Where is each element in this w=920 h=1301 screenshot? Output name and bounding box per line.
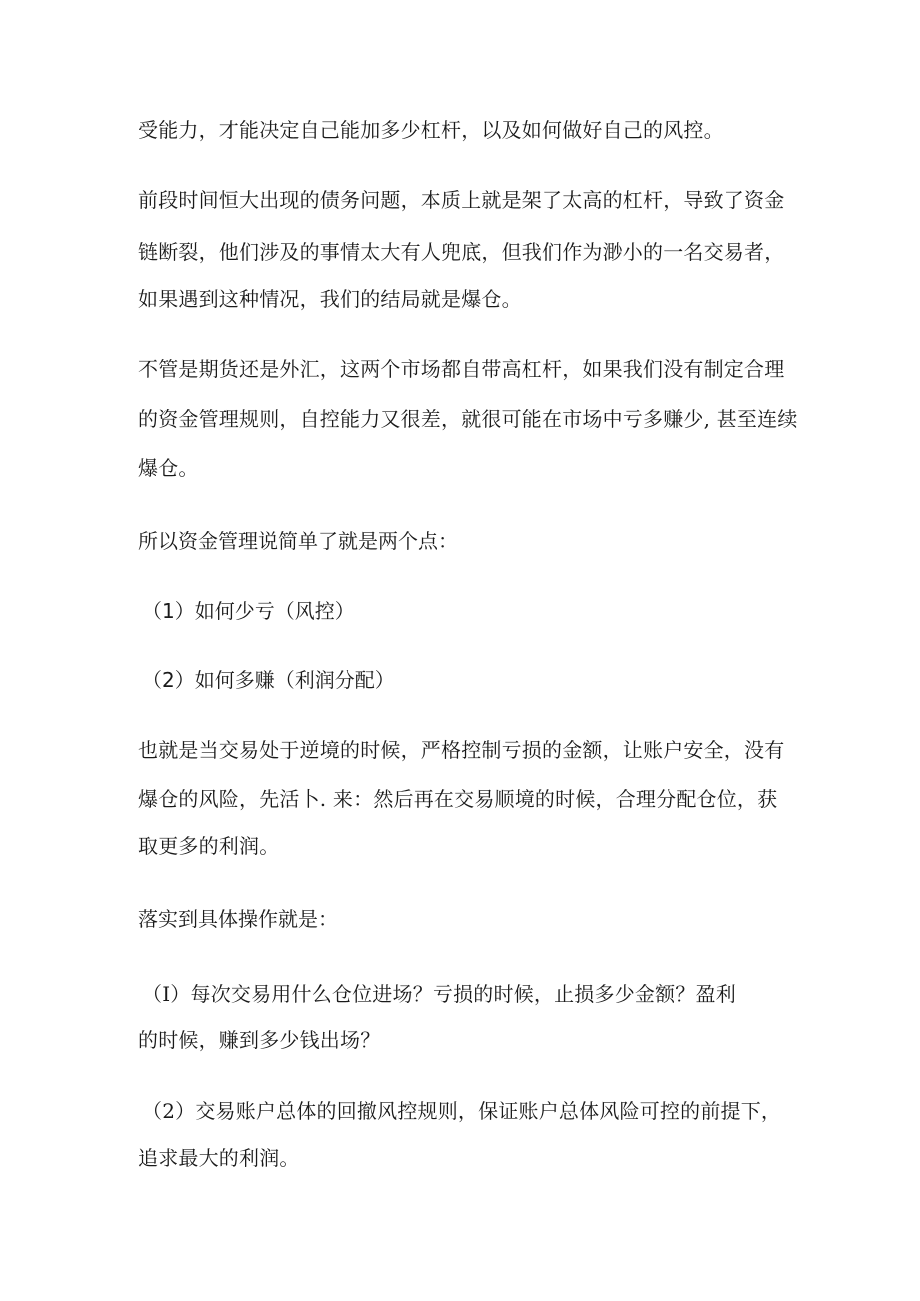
operation-item-2-line-1: （2）交易账户总体的回撤风控规则，保证账户总体风险可控的前提下， <box>142 1099 782 1123</box>
paragraph-1-line-1: 受能力，才能决定自己能加多少杠杆，以及如何做好自己的风控。 <box>138 118 724 142</box>
paragraph-3-line-2: 的资金管理规则，自控能力又很差，就很可能在市场中亏多赚少, 甚至连续 <box>138 407 798 431</box>
paragraph-2-line-1: 前段时间恒大出现的债务问题，本质上就是架了太高的杠杆，导致了资金 <box>138 188 785 212</box>
list-item-1-reduce-loss: （1）如何少亏（风控） <box>142 599 355 623</box>
operation-item-1-line-2: 的时候，赚到多少钱出场？ <box>138 1028 381 1052</box>
paragraph-2-line-2: 链断裂，他们涉及的事情太大有人兜底，但我们作为渺小的一名交易者， <box>138 240 785 264</box>
paragraph-4-line-3: 取更多的利润。 <box>138 834 280 858</box>
paragraph-4-line-1: 也就是当交易处于逆境的时候，严格控制亏损的金额，让账户安全，没有 <box>138 738 785 762</box>
paragraph-3-line-3: 爆仓。 <box>138 456 199 480</box>
operation-item-2-line-2: 追求最大的利润。 <box>138 1146 300 1170</box>
section-heading-two-points: 所以资金管理说简单了就是两个点： <box>138 529 458 553</box>
paragraph-2-line-3: 如果遇到这种情况，我们的结局就是爆仓。 <box>138 287 522 311</box>
operation-item-1-line-1: （I）每次交易用什么仓位进场？亏损的时候，止损多少金额？盈利 <box>142 982 736 1006</box>
paragraph-4-line-2: 爆仓的风险，先活卜. 来：然后再在交易顺境的时候，合理分配仓位，获 <box>138 787 778 811</box>
section-heading-operations: 落实到具体操作就是： <box>138 907 338 931</box>
paragraph-3-line-1: 不管是期货还是外汇，这两个市场都自带高杠杆，如果我们没有制定合理 <box>138 357 785 381</box>
list-item-2-earn-more: （2）如何多赚（利润分配） <box>142 668 395 692</box>
